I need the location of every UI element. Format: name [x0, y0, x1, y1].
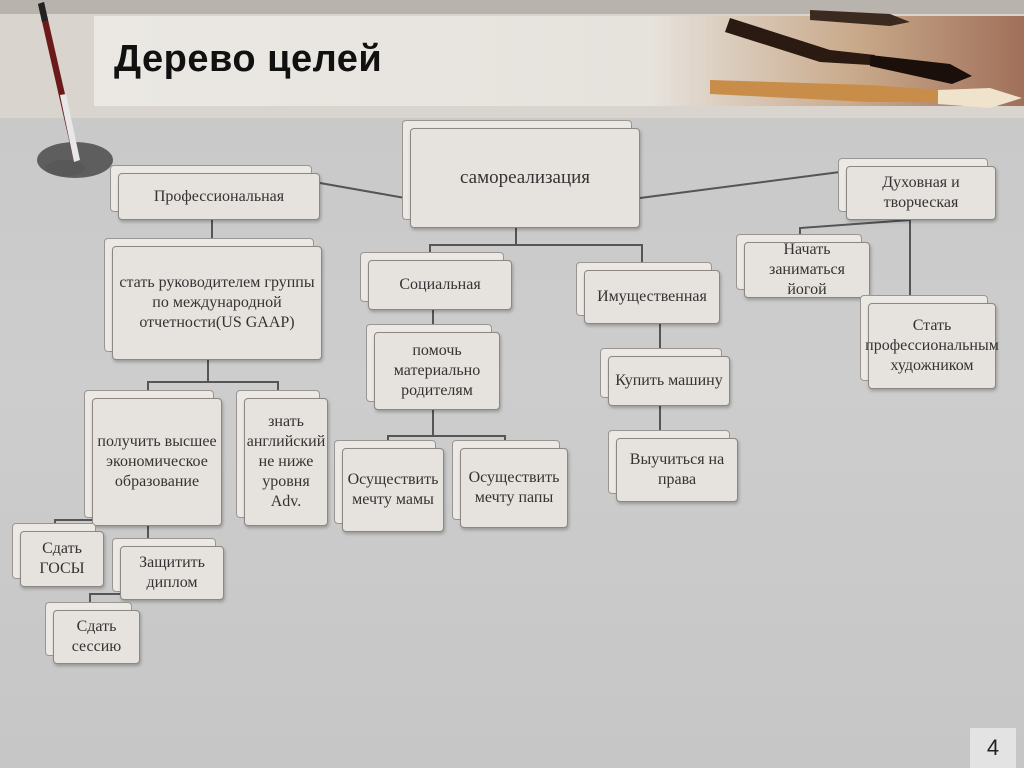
node-higher-education-label: получить высшее экономическое образование [92, 398, 222, 526]
node-yoga [736, 234, 870, 298]
node-dad-label: Осуществить мечту папы [460, 448, 568, 528]
node-property-label: Имущественная [584, 270, 720, 324]
page-number: 4 [970, 728, 1016, 768]
node-social-label: Социальная [368, 260, 512, 310]
node-social [360, 252, 512, 310]
node-exams-label: Сдать ГОСЫ [20, 531, 104, 587]
root-label: самореализация [410, 128, 640, 228]
node-professional-label: Профессиональная [118, 173, 320, 220]
node-social-goal [366, 324, 500, 410]
node-session [45, 602, 140, 664]
node-mom [334, 440, 444, 532]
node-artist [860, 295, 999, 389]
node-professional [110, 165, 320, 220]
node-diploma [112, 538, 224, 600]
node-diploma-label: Защитить диплом [120, 546, 224, 600]
node-exams [12, 523, 104, 587]
node-spiritual [838, 158, 996, 220]
node-artist-label: Стать профессиональным художником [868, 303, 996, 389]
slide-title: Дерево целей [114, 38, 383, 80]
node-english-label: знать английский не ниже уровня Adv. [244, 398, 328, 526]
node-spiritual-label: Духовная и творческая [846, 166, 996, 220]
node-social-goal-label: помочь материально родителям [374, 332, 500, 410]
root-node [402, 120, 640, 228]
node-license [608, 430, 738, 502]
node-property-goal [600, 348, 730, 406]
node-higher-education [84, 390, 222, 526]
node-mom-label: Осуществить мечту мамы [342, 448, 444, 532]
node-professional-goal-label: стать руководителем группы по международной отчетности(US GAAP) [112, 246, 322, 360]
node-license-label: Выучиться на права [616, 438, 738, 502]
node-session-label: Сдать сессию [53, 610, 140, 664]
node-english [236, 390, 328, 526]
node-professional-goal [104, 238, 322, 360]
node-property [576, 262, 720, 324]
node-yoga-label: Начать заниматься йогой [744, 242, 870, 298]
node-property-goal-label: Купить машину [608, 356, 730, 406]
node-dad [452, 440, 568, 528]
